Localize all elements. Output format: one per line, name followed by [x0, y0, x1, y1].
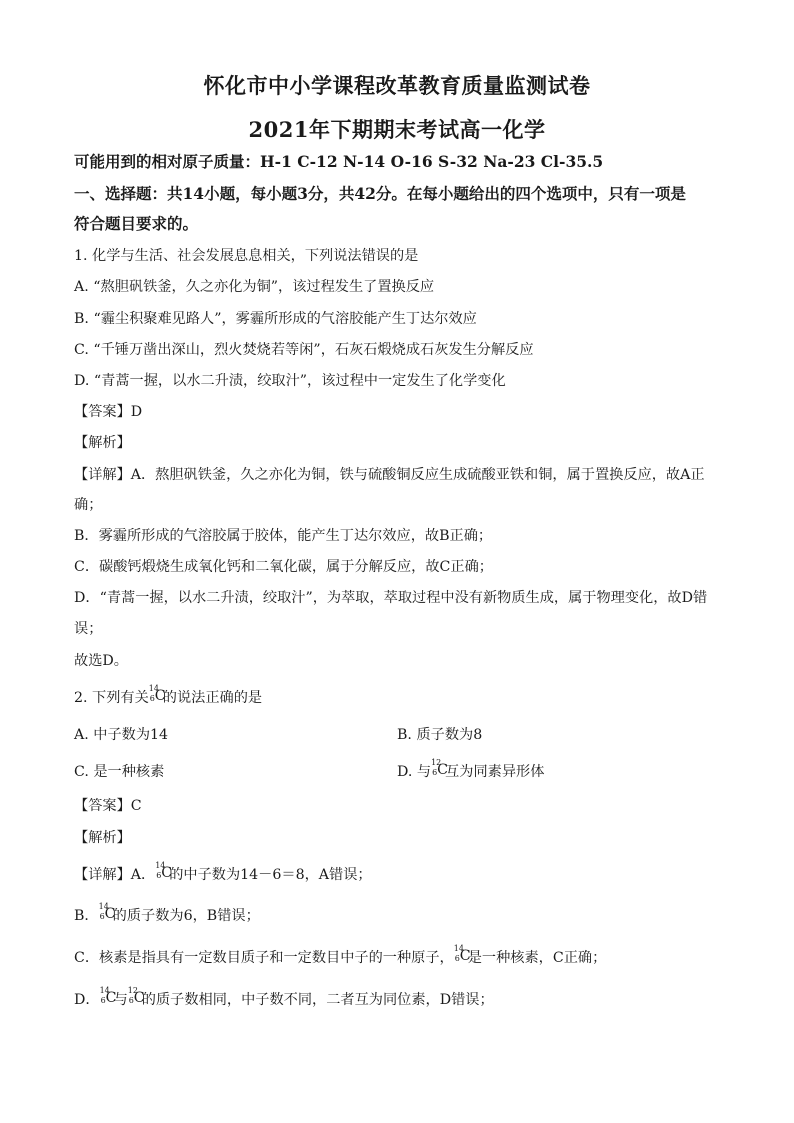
atomic-number: 6 — [156, 871, 162, 880]
atomic-number: 6 — [128, 996, 134, 1005]
question-1-stem: 1. 化学与生活、社会发展息息相关，下列说法错误的是 — [74, 248, 419, 264]
question-2-option-b: B. 质子数为8 — [397, 727, 483, 743]
exam-subtitle: 2021年下期期末考试高一化学 — [248, 117, 546, 142]
option-d-post: 互为同素异形体 — [445, 764, 545, 780]
mass-number: 14 — [99, 986, 110, 995]
option-d-pre: D. 与 — [397, 764, 432, 780]
question-2-detail-b — [74, 902, 260, 925]
question-2-detail-c — [74, 944, 607, 967]
question-1-detail-line6: 误； — [74, 621, 103, 637]
question-2-option-a: A. 中子数为14 — [74, 727, 169, 743]
question-1-detail-line3: B．雾霾所形成的气溶胶属于胶体，能产生丁达尔效应，故B正确； — [74, 528, 493, 544]
mass-number: 12 — [127, 986, 138, 995]
question-2-option-d — [397, 758, 545, 781]
exam-title: 怀化市中小学课程改革教育质量监测试卷 — [203, 73, 591, 98]
section-heading-line2: 符合题目要求的。 — [74, 214, 199, 233]
carbon-12-symbol — [127, 986, 145, 1006]
section-heading-line1: 一、选择题：共14小题，每小题3分，共42分。在每小题给出的四个选项中，只有一项是 — [74, 184, 686, 203]
detail-d-mid: 与 — [113, 992, 128, 1008]
mass-number: 14 — [98, 902, 109, 911]
question-1-detail-line2: 确； — [74, 497, 103, 513]
question-2-detail-d — [74, 986, 494, 1009]
question-1-detail-line4: C．碳酸钙煅烧生成氧化钙和二氧化碳，属于分解反应，故C正确； — [74, 559, 493, 575]
carbon-14-symbol — [155, 861, 173, 881]
question-1-detail-line1: 【详解】A．熬胆矾铁釜，久之亦化为铜，铁与硫酸铜反应生成硫酸亚铁和铜，属于置换反应，故A正 — [74, 467, 705, 483]
question-2-stem-post: 的说法正确的是 — [162, 690, 263, 706]
mass-number: 14 — [155, 861, 166, 870]
carbon-14-symbol — [453, 944, 471, 964]
atomic-number: 6 — [100, 996, 106, 1005]
question-1-option-b: B. “霾尘积聚难见路人”，雾霾所形成的气溶胶能产生丁达尔效应 — [74, 311, 477, 327]
detail-a-post: 的中子数为14－6＝8，A错误； — [169, 867, 372, 883]
question-1-option-a: A. “熬胆矾铁釜，久之亦化为铜”，该过程发生了置换反应 — [74, 279, 435, 295]
element-symbol: C — [133, 990, 145, 1006]
question-2-stem — [74, 684, 263, 707]
question-2-stem-pre: 2. 下列有关 — [74, 690, 149, 706]
question-1-answer: 【答案】D — [74, 404, 143, 420]
element-symbol: C — [459, 948, 471, 964]
element-symbol: C — [437, 762, 448, 778]
carbon-12-symbol — [431, 758, 448, 778]
atomic-number: 6 — [149, 694, 155, 703]
detail-c-pre: C．核素是指具有一定数目质子和一定数目中子的一种原子， — [74, 950, 454, 966]
question-1-analysis-label: 【解析】 — [74, 435, 131, 451]
question-2-detail-a — [74, 861, 372, 884]
question-2-answer: 【答案】C — [74, 798, 142, 814]
detail-c-post: 是一种核素，C正确； — [467, 950, 607, 966]
carbon-14-symbol — [99, 986, 117, 1006]
atomic-number: 6 — [454, 954, 460, 963]
question-2-option-c: C. 是一种核素 — [74, 764, 165, 780]
element-symbol: C — [104, 906, 116, 922]
question-2-analysis-label: 【解析】 — [74, 830, 131, 846]
question-1-detail-line5: D．“青蒿一握，以水二升渍，绞取汁”，为萃取，萃取过程中没有新物质生成，属于物理变化，故D错 — [74, 590, 708, 606]
detail-d-pre: D． — [74, 992, 100, 1008]
mass-number: 14 — [453, 944, 464, 953]
element-symbol: C — [154, 688, 166, 704]
atomic-number: 6 — [432, 768, 438, 777]
atomic-mass-line: 可能用到的相对原子质量：H-1 C-12 N-14 O-16 S-32 Na-23 Cl-35.5 — [74, 152, 604, 171]
detail-b-post: 的质子数为6，B错误； — [112, 908, 260, 924]
element-symbol: C — [105, 990, 117, 1006]
mass-number: 14 — [148, 684, 159, 693]
question-1-option-c: C. “千锤万凿出深山，烈火焚烧若等闲”，石灰石煅烧成石灰发生分解反应 — [74, 342, 534, 358]
question-1-option-d: D. “青蒿一握，以水二升渍，绞取汁”，该过程中一定发生了化学变化 — [74, 373, 506, 389]
atomic-number: 6 — [99, 912, 105, 921]
carbon-14-symbol — [98, 902, 116, 922]
mass-number: 12 — [431, 758, 442, 767]
question-1-detail-line7: 故选D。 — [74, 653, 128, 669]
carbon-14-symbol — [148, 684, 166, 704]
detail-d-post: 的质子数相同，中子数不同，二者互为同位素，D错误； — [141, 992, 494, 1008]
detail-a-pre: 【详解】A． — [74, 867, 156, 883]
detail-b-pre: B． — [74, 908, 99, 924]
element-symbol: C — [161, 865, 173, 881]
